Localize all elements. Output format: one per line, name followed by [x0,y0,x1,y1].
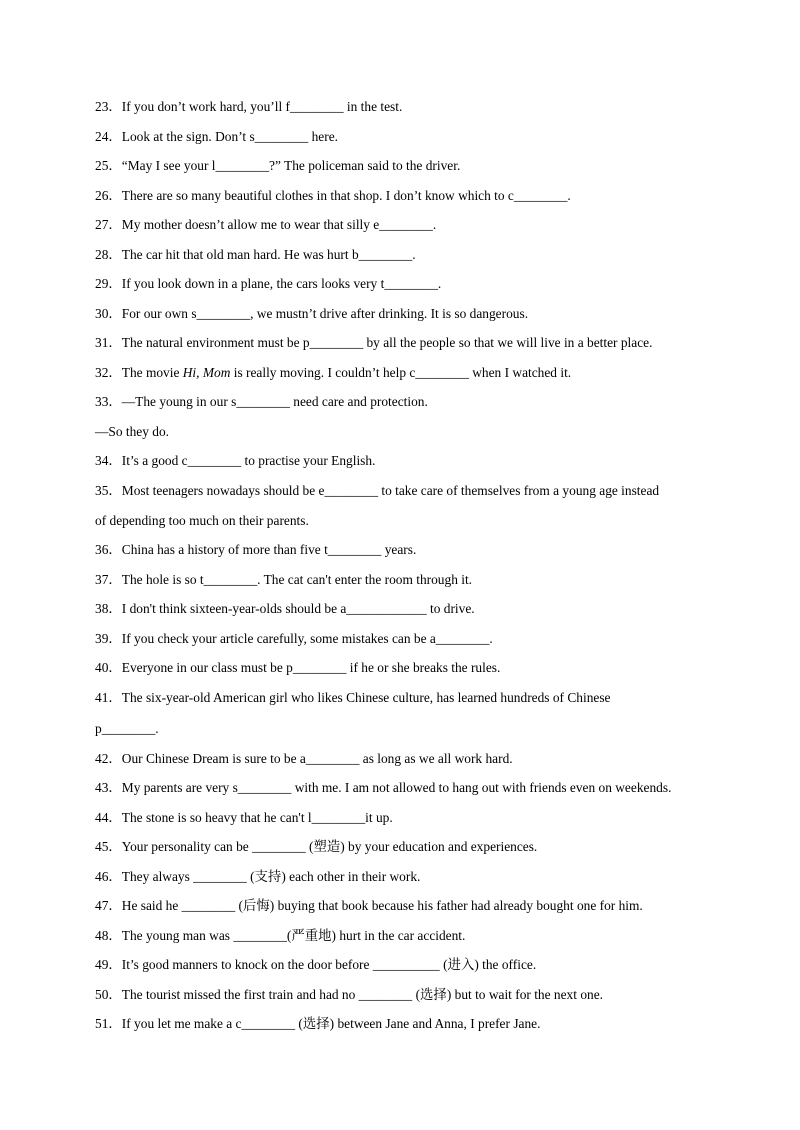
question-48 [95,927,465,945]
question-34 [95,452,375,470]
question-number: 38． [95,601,122,616]
question-text: He said he ________ (后悔) buying that book because his father had already bought one for him. [121,898,643,913]
movie-title: Hi, Mom [182,365,231,380]
question-text: —So they do. [95,424,170,439]
question-text-pre: The movie [121,365,183,380]
question-41-cont [95,720,159,738]
question-text: of depending too much on their parents. [95,513,309,528]
question-number: 26． [95,188,122,203]
question-text: If you look down in a plane, the cars looks very t________. [121,276,442,291]
question-24 [95,128,338,146]
question-text: Everyone in our class must be p________ if he or she breaks the rules. [121,660,501,675]
question-number: 48． [95,928,122,943]
question-number: 49． [95,957,122,972]
question-text-post: is really moving. I couldn’t help c________ when I watched it. [230,365,572,380]
question-35-cont [95,512,309,530]
question-50 [95,986,603,1004]
question-33 [95,393,428,411]
question-text: The tourist missed the first train and had no ________ (选择) but to wait for the next one. [121,987,604,1002]
question-number: 40． [95,660,122,675]
question-33-reply [95,423,169,441]
question-text: The car hit that old man hard. He was hurt b________. [121,247,416,262]
question-45 [95,838,537,856]
question-text: p________. [95,721,159,736]
question-number: 35． [95,483,122,498]
question-number: 50． [95,987,122,1002]
question-38 [95,600,475,618]
question-number: 29． [95,276,122,291]
question-30 [95,305,528,323]
question-number: 51． [95,1016,122,1031]
question-text: My parents are very s________ with me. I am not allowed to hang out with friends even on weekends. [121,780,672,795]
question-text: The stone is so heavy that he can't l________it up. [121,810,393,825]
question-text: China has a history of more than five t________ years. [121,542,417,557]
question-26 [95,187,571,205]
question-number: 34． [95,453,122,468]
question-number: 25． [95,158,122,173]
question-number: 41． [95,690,122,705]
question-text: Most teenagers nowadays should be e________ to take care of themselves from a young age instead [121,483,660,498]
question-text: There are so many beautiful clothes in that shop. I don’t know which to c________. [121,188,571,203]
question-number: 23． [95,99,122,114]
question-number: 36． [95,542,122,557]
question-28 [95,246,416,264]
question-number: 31． [95,335,122,350]
question-37 [95,571,472,589]
question-number: 37． [95,572,122,587]
question-number: 42． [95,751,122,766]
question-text: If you let me make a c________ (选择) between Jane and Anna, I prefer Jane. [121,1016,541,1031]
question-29 [95,275,441,293]
question-text: Our Chinese Dream is sure to be a________ as long as we all work hard. [121,751,513,766]
question-35 [95,482,659,500]
question-text: The hole is so t________. The cat can't enter the room through it. [121,572,473,587]
question-number: 33． [95,394,122,409]
question-47 [95,897,643,915]
question-text: Your personality can be ________ (塑造) by your education and experiences. [121,839,538,854]
question-text: For our own s________, we mustn’t drive after drinking. It is so dangerous. [121,306,529,321]
question-42 [95,750,513,768]
question-44 [95,809,393,827]
question-number: 46． [95,869,122,884]
question-36 [95,541,416,559]
question-text: —The young in our s________ need care and protection. [121,394,428,409]
question-31 [95,334,652,352]
question-text: If you check your article carefully, some mistakes can be a________. [121,631,493,646]
question-text: It’s a good c________ to practise your English. [121,453,376,468]
question-51 [95,1015,540,1033]
question-number: 30． [95,306,122,321]
question-text: If you don’t work hard, you’ll f________ in the test. [121,99,403,114]
question-46 [95,868,420,886]
question-text: The young man was ________(严重地) hurt in the car accident. [121,928,466,943]
question-number: 44． [95,810,122,825]
question-27 [95,216,436,234]
question-number: 47． [95,898,122,913]
question-number: 28． [95,247,122,262]
question-text: Look at the sign. Don’t s________ here. [121,129,338,144]
question-number: 39． [95,631,122,646]
question-43 [95,779,671,797]
question-32 [95,364,571,382]
question-text: My mother doesn’t allow me to wear that silly e________. [121,217,437,232]
question-40 [95,659,500,677]
question-number: 24． [95,129,122,144]
question-25 [95,157,460,175]
question-text: The six-year-old American girl who likes Chinese culture, has learned hundreds of Chinese [121,690,611,705]
question-49 [95,956,536,974]
question-number: 32． [95,365,122,380]
question-text: I don't think sixteen-year-olds should be a____________ to drive. [121,601,475,616]
question-39 [95,630,493,648]
question-text: It’s good manners to knock on the door before __________ (进入) the office. [121,957,537,972]
question-41 [95,689,611,707]
question-number: 27． [95,217,122,232]
question-text: “May I see your l________?” The policeman said to the driver. [121,158,461,173]
question-number: 45． [95,839,122,854]
question-text: They always ________ (支持) each other in their work. [121,869,421,884]
question-23 [95,98,402,116]
question-text: The natural environment must be p________ by all the people so that we will live in a better place. [121,335,653,350]
question-number: 43． [95,780,122,795]
